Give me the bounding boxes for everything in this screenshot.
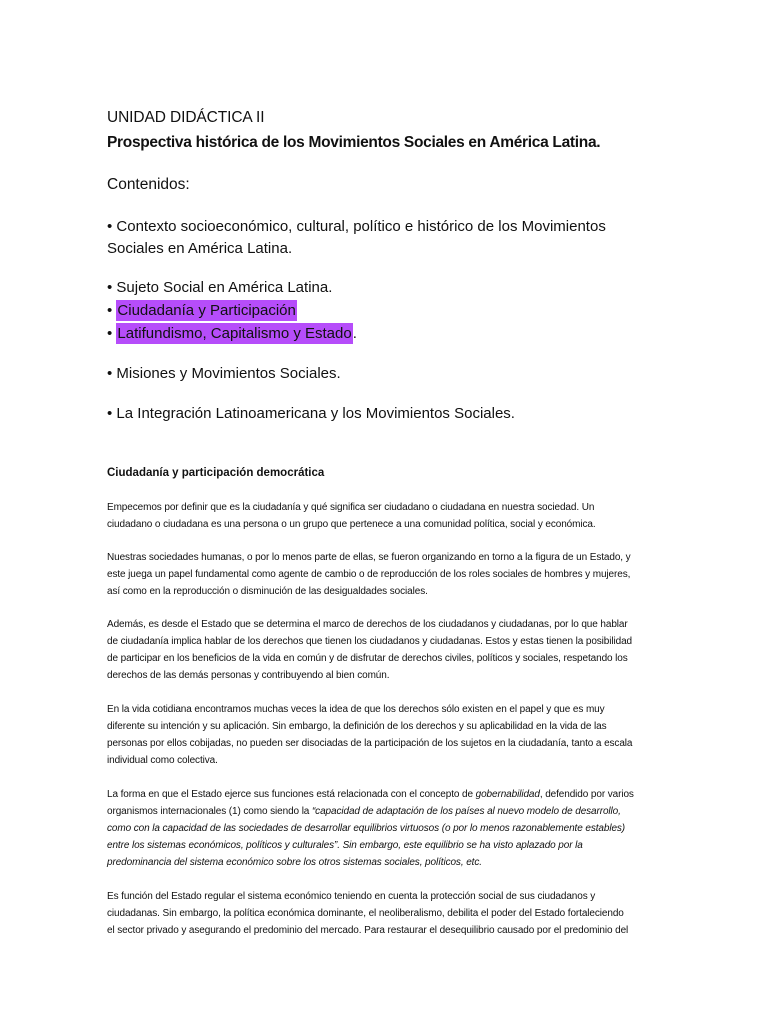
paragraph-line: el sector privado y asegurando el predominio del mercado. Para restaurar el desequilibrio causado por el predominio del — [107, 925, 629, 936]
list-item — [107, 276, 662, 299]
section-heading: Ciudadanía y participación democrática — [107, 467, 325, 479]
highlighted-text: Ciudadanía y Participación — [117, 302, 296, 319]
italic-text: gobernabilidad — [475, 789, 540, 800]
list-item-text: • La Integración Latinoamericana y los Movimientos Sociales. — [107, 405, 515, 422]
paragraph-line — [107, 803, 662, 820]
text-run: organismos internacionales (1) como siendo la — [107, 806, 312, 817]
paragraph-line: Además, es desde el Estado que se determina el marco de derechos de los ciudadanos y ciudadanas, por lo que hablar — [107, 619, 628, 630]
list-item — [107, 322, 662, 345]
paragraph — [107, 616, 662, 684]
contents-list — [107, 362, 662, 385]
main-title: Prospectiva histórica de los Movimientos Sociales en América Latina. — [107, 134, 601, 151]
paragraph-line: diferente su intención y su aplicación. Sin embargo, la definición de los derechos y su aplicabilidad en la vida de las — [107, 721, 607, 732]
paragraph-line: personas por ellos cobijadas, no pueden ser disociadas de la participación de los sujetos en la ciudadanía, tanto a escala — [107, 738, 633, 749]
unit-title: UNIDAD DIDÁCTICA II — [107, 109, 265, 126]
paragraph — [107, 499, 662, 533]
paragraph-line: así como en la reproducción o disminución de las desigualdades sociales. — [107, 586, 428, 597]
paragraph-line: En la vida cotidiana encontramos muchas veces la idea de que los derechos sólo existen en el papel y que es muy — [107, 704, 605, 715]
paragraph — [107, 786, 662, 871]
paragraph — [107, 549, 662, 600]
contents-list — [107, 276, 662, 345]
list-item-text: • Contexto socioeconómico, cultural, político e histórico de los Movimientos — [107, 218, 606, 235]
list-item — [107, 402, 662, 425]
list-item-text: • Misiones y Movimientos Sociales. — [107, 365, 341, 382]
list-item — [107, 362, 662, 385]
list-item-text: Sociales en América Latina. — [107, 240, 293, 257]
contents-list — [107, 215, 662, 260]
paragraph-line: de ciudadanía implica hablar de los derechos que tienen los ciudadanos y ciudadanas. Estos y estas tienen la posibilidad — [107, 636, 633, 647]
list-item-text: • Sujeto Social en América Latina. — [107, 279, 333, 296]
list-item — [107, 215, 662, 238]
paragraph-line: Nuestras sociedades humanas, o por lo menos parte de ellas, se fueron organizando en torno a la figura de un Estado, y — [107, 552, 631, 563]
paragraph-line — [107, 820, 662, 837]
text-run: La forma en que el Estado ejerce sus funciones está relacionada con el concepto de — [107, 789, 476, 800]
contents-label: Contenidos: — [107, 176, 190, 193]
italic-text: entre los sistemas económicos, políticos y culturales”. Sin embargo, este equilibrio se ha visto aplazado por la — [107, 840, 583, 851]
list-bullet: • — [107, 325, 117, 342]
paragraph-line: ciudadano o ciudadana es una persona o un grupo que pertenece a una comunidad política, social y económica. — [107, 519, 596, 530]
paragraph-line — [107, 854, 662, 871]
highlighted-text: Latifundismo, Capitalismo y Estado — [117, 325, 352, 342]
paragraph-line: individual como colectiva. — [107, 755, 218, 766]
italic-text: “capacidad de adaptación de los países al nuevo modelo de desarrollo, — [311, 806, 621, 817]
paragraph-line: este juega un papel fundamental como agente de cambio o de reproducción de los roles sociales de hombres y mujeres, — [107, 569, 631, 580]
paragraph-line: Es función del Estado regular el sistema económico teniendo en cuenta la protección social de sus ciudadanos y — [107, 891, 596, 902]
paragraph-line: Empecemos por definir que es la ciudadanía y qué significa ser ciudadano o ciudadana en nuestra sociedad. Un — [107, 502, 595, 513]
text-run: , defendido por varios — [539, 789, 634, 800]
list-bullet: • — [107, 302, 117, 319]
list-item — [107, 237, 662, 260]
italic-text: predominancia del sistema económico sobre los otros sistemas sociales, políticos, etc. — [107, 857, 482, 868]
paragraph-line — [107, 837, 662, 854]
paragraph-line: derechos de las demás personas y contribuyendo al bien común. — [107, 670, 390, 681]
paragraph-line: ciudadanas. Sin embargo, la política económica dominante, el neoliberalismo, debilita el poder del Estado fortaleciendo — [107, 908, 624, 919]
paragraph — [107, 701, 662, 769]
document-content — [107, 108, 662, 939]
paragraph — [107, 888, 662, 939]
italic-text: como con la capacidad de las sociedades de desarrollar equilibrios virtuosos (o por lo menos razonablemente estables) — [107, 823, 626, 834]
contents-list — [107, 402, 662, 425]
list-item-text: . — [352, 325, 357, 342]
paragraph-line — [107, 786, 662, 803]
paragraph-line: de participar en los beneficios de la vida en común y de disfrutar de derechos civiles, políticos y sociales, respetando los — [107, 653, 628, 664]
list-item — [107, 299, 662, 322]
